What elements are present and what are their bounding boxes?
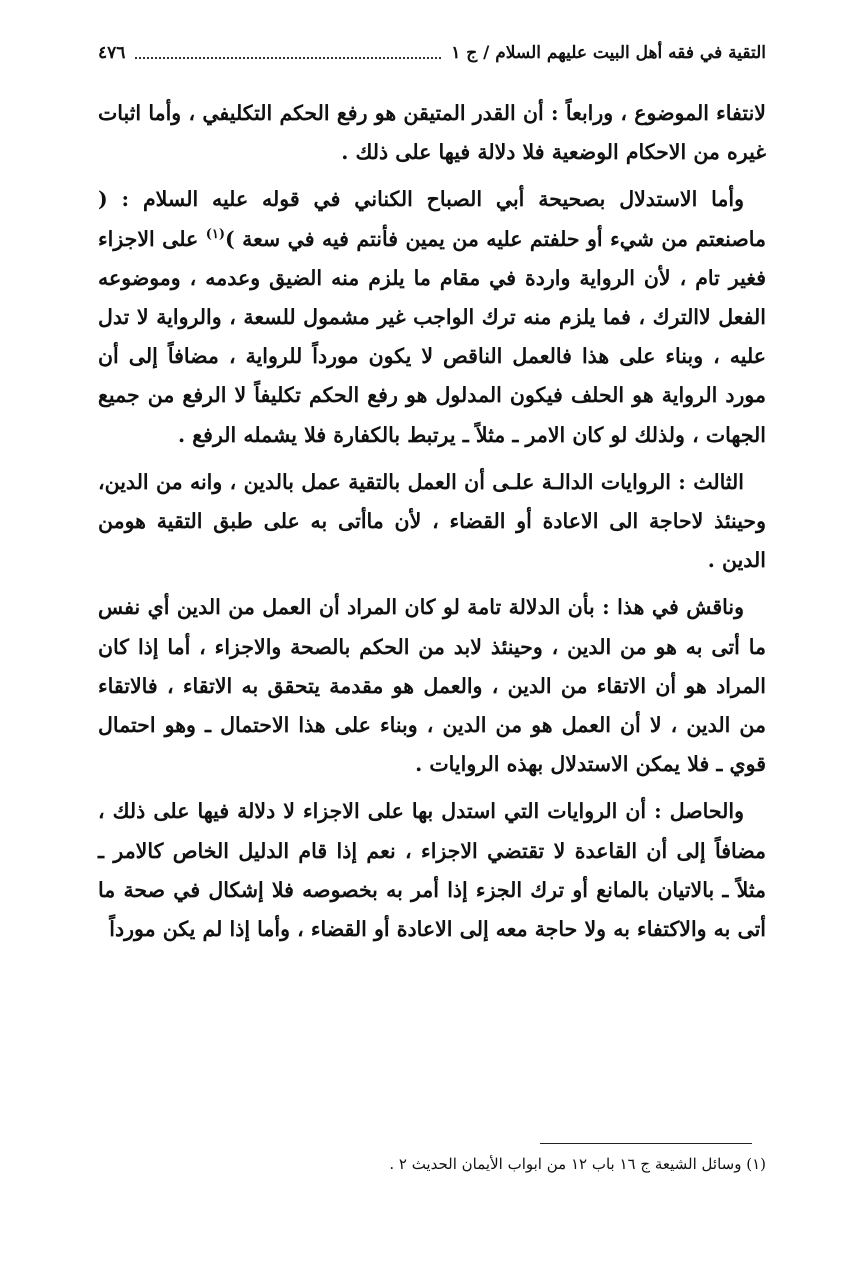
- main-text: [98, 94, 766, 949]
- footnote: (١) وسائل الشيعة ج ١٦ باب ١٢ من ابواب الأيمان الحديث ٢ .: [389, 1155, 766, 1173]
- running-head-title: التقية في فقه أهل البيت عليهم السلام / ج ١: [451, 43, 766, 63]
- running-head: [98, 38, 766, 68]
- paragraph-5: والحاصل : أن الروايات التي استدل بها على الاجزاء لا دلالة فيها على ذلك ، مضافاً إلى أن القاعدة لا تقتضي الاجزاء ، نعم إذا قام الدليل الخاص كالامر ـ مثلاً ـ بالاتيان بالمانع أو ترك الجزء إذا أمر به بخصوصه فلا إشكال في صحة ما أتى به والاكتفاء به ولا حاجة معه إلى الاعادة أو القضاء ، وأما إذا لم يكن مورداً: [98, 799, 766, 942]
- footnote-reference: (١): [205, 226, 226, 242]
- paragraph-3: الثالث : الروايات الدالـة علـى أن العمل بالتقية عمل بالدين ، وانه من الدين، وحينئذ لاحاجة الى الاعادة أو القضاء ، لأن ماأتى به على طبق التقية هومن الدين .: [98, 469, 766, 573]
- paragraph-2-quote: وأما الاستدلال بصحيحة أبي الصباح الكناني في قوله عليه السلام : ( ماصنعتم من شيء أو حلفتم عليه من يمين فأنتم فيه في سعة ): [98, 187, 766, 251]
- paragraph-2: [98, 180, 766, 454]
- paragraph-2-continued: على الاجزاء فغير تام ، لأن الرواية واردة في مقام ما يلزم منه الضيق وعدمه ، وموضوعه الفعل لاالترك ، فما يلزم منه ترك الواجب غير مشمول للسعة ، والرواية لا تدل عليه ، وبناء على هذا فالعمل الناقص لا يكون مورداً للرواية ، مضافاً إلى أن مورد الرواية هو الحلف فيكون المدلول هو رفع الحكم تكليفاً لا الرفع من جميع الجهات ، ولذلك لو كان الامر ـ مثلاً ـ يرتبط بالكفارة فلا يشمله الرفع .: [98, 226, 766, 447]
- paragraph-1: لانتفاء الموضوع ، ورابعاً : أن القدر المتيقن هو رفع الحكم التكليفي ، وأما اثبات غيره من الاحكام الوضعية فلا دلالة فيها على ذلك .: [98, 101, 766, 165]
- paragraph-4: وناقش في هذا : بأن الدلالة تامة لو كان المراد أن العمل من الدين أي نفس ما أتى به هو من الدين ، وحينئذ لابد من الحكم بالصحة والاجزاء ، أما إذا كان المراد هو أن الاتقاء من الدين ، والعمل هو مقدمة يتحقق به الاتقاء ، فالاتقاء من الدين ، لا أن العمل هو من الدين ، وبناء على هذا الاحتمال ـ وهو احتمال قوي ـ فلا يمكن الاستدلال بهذه الروايات .: [98, 595, 766, 777]
- page-number: ٤٧٦: [98, 43, 126, 63]
- footnote-divider: [540, 1143, 752, 1144]
- leader-dots: [135, 47, 441, 59]
